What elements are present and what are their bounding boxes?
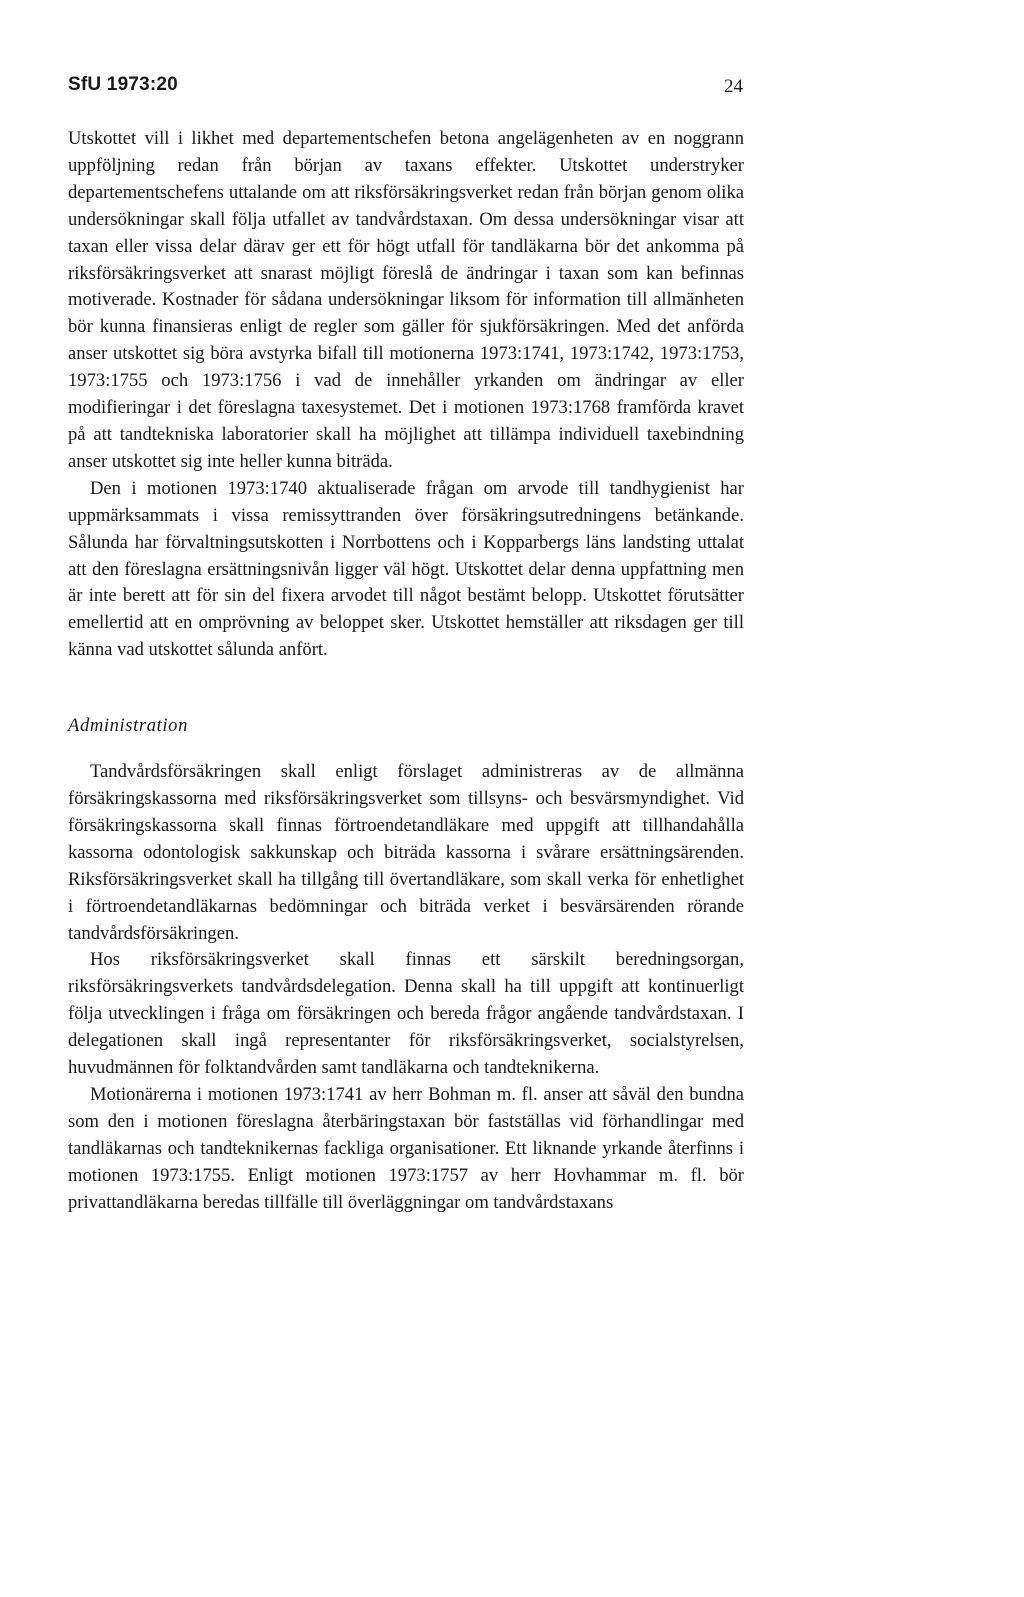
paragraph-insurance-administration: Tandvårdsförsäkringen skall enligt förslaget administreras av de allmänna försäkringskassorna med riksförsäkringsverket som tillsyns- och besvärsmyndighet. Vid försäkringskassorna skall finnas förtroendetandläkare med uppgift att tillhandahålla kassorna odontologisk sakkunskap och biträda kassorna i svårare ersättningsärenden. Riksförsäkringsverket skall ha tillgång till övertandläkare, som skall verka för enhetlighet i förtroendetandläkarnas bedömningar och biträda verket i besvärsärenden rörande tandvårdsförsäkringen. <box>68 761 744 944</box>
paragraph-dental-hygienist-fee: Den i motionen 1973:1740 aktualiserade frågan om arvode till tandhygienist har uppmärksammats i vissa remissyttranden över försäkringsutredningens betänkande. Sålunda har förvaltningsutskotten i Norrbottens och i Kopparbergs läns landsting uttalat att den föreslagna ersättningsnivån ligger väl högt. Utskottet delar denna uppfattning men är inte berett att för sin del fixera arvodet till något bestämt belopp. Utskottet förutsätter emellertid att en omprövning av beloppet sker. Utskottet hemställer att riksdagen ger till känna vad utskottet sålunda anfört. <box>68 477 744 661</box>
page-header <box>68 74 743 106</box>
paragraph-follow-up: Utskottet vill i likhet med departementschefen betona angelägenheten av en noggrann uppföljning redan från början av taxans effekter. Utskottet understryker departementschefens uttalande om att riksförsäkringsverket redan från början genom olika undersökningar skall följa utfallet av tandvårdstaxan. Om dessa undersökningar visar att taxan eller vissa delar därav ger ett för högt utfall för tandläkarna bör det ankomma på riksförsäkringsverket att snarast möjligt föreslå de ändringar i taxan som kan befinnas motiverade. Kostnader för sådana undersökningar liksom för information till allmänheten bör kunna finansieras enligt de regler som gäller för sjukförsäkringen. Med det anförda anser utskottet sig böra avstyrka bifall till motionerna 1973:1741, 1973:1742, 1973:1753, 1973:1755 och 1973:1756 i vad de innehåller yrkanden om ändringar av eller modifieringar i det föreslagna taxesystemet. Det i motionen 1973:1768 framförda kravet på att tandtekniska laboratorier skall ha möjlighet att tillämpa individuell taxebindning anser utskottet sig inte heller kunna biträda. <box>68 128 744 472</box>
paragraph-motions: Motionärerna i motionen 1973:1741 av herr Bohman m. fl. anser att såväl den bundna som den i motionen föreslagna återbäringstaxan bör fastställas vid förhandlingar med tandläkarnas och tandteknikernas fackliga organisationer. Ett liknande yrkande återfinns i motionen 1973:1755. Enligt motionen 1973:1757 av herr Hovhammar m. fl. bör privattandläkarna beredas tillfälle till överläggningar om tandvårdstaxans <box>68 1084 744 1213</box>
body-text <box>68 126 744 1217</box>
paragraph-dental-delegation: Hos riksförsäkringsverket skall finnas ett särskilt beredningsorgan, riksförsäkringsverkets tandvårdsdelegation. Denna skall ha till uppgift att kontinuerligt följa utvecklingen i fråga om försäkringen och bereda frågor angående tandvårdstaxan. I delegationen skall ingå representanter för riksförsäkringsverket, socialstyrelsen, huvudmännen för folktandvården samt tandläkarna och tandteknikerna. <box>68 949 744 1079</box>
section-heading-administration: Administration <box>68 715 188 737</box>
page-number: 24 <box>724 76 743 97</box>
document-identifier: SfU 1973:20 <box>68 74 178 95</box>
